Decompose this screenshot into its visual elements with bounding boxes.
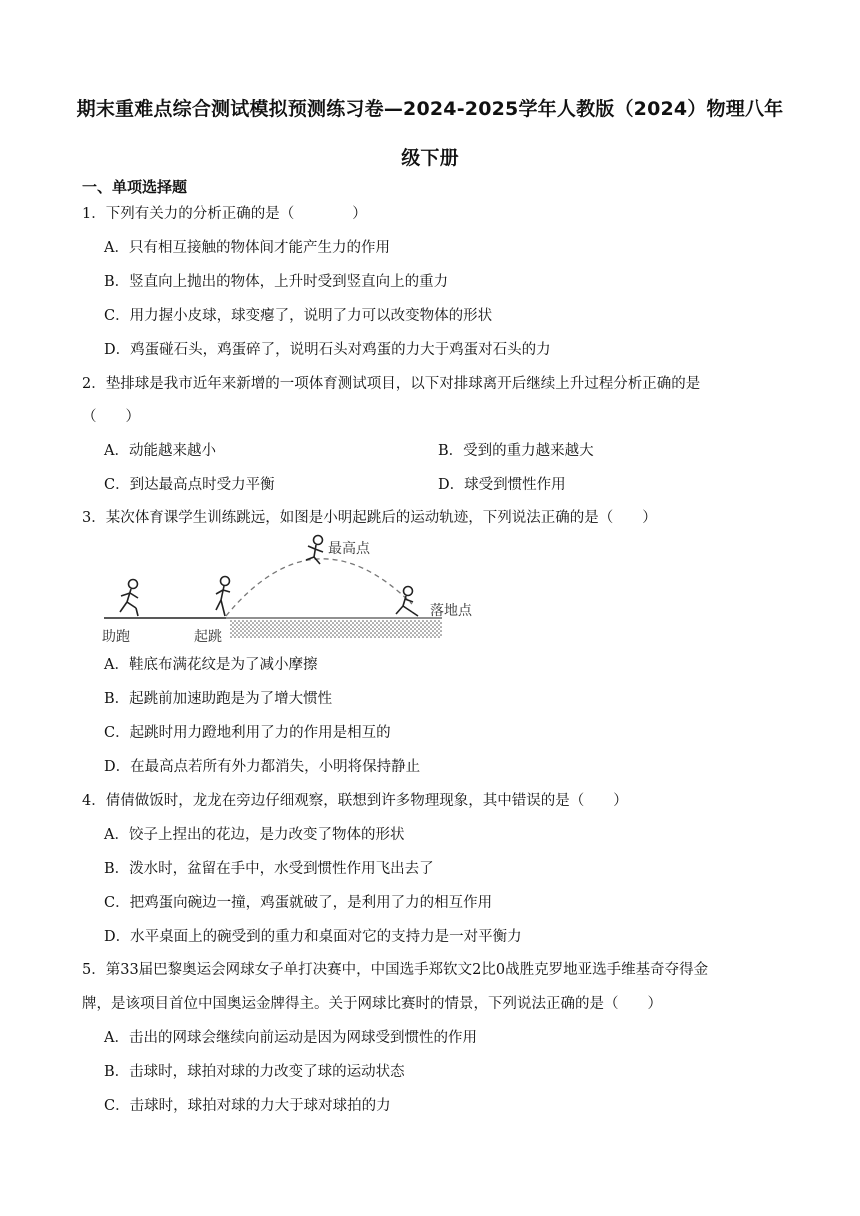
- q3-stem: 3．某次体育课学生训练跳远，如图是小明起跳后的运动轨迹，下列说法正确的是（ ）: [82, 510, 657, 526]
- label-landing-point: 落地点: [430, 603, 472, 619]
- q4-option-b: B．泼水时，盆留在手中，水受到惯性作用飞出去了: [104, 861, 434, 877]
- exam-title-line2: 级下册: [401, 147, 459, 169]
- q4-stem: 4．倩倩做饭时，龙龙在旁边仔细观察，联想到许多物理现象，其中错误的是（ ）: [82, 793, 628, 809]
- section-heading: 一、单项选择题: [82, 178, 188, 196]
- q1-option-d: D．鸡蛋碰石头，鸡蛋碎了，说明石头对鸡蛋的力大于鸡蛋对石头的力: [104, 342, 551, 358]
- label-run-up: 助跑: [102, 629, 130, 645]
- q4-option-c: C．把鸡蛋向碗边一撞，鸡蛋就破了，是利用了力的相互作用: [104, 895, 493, 911]
- landing-jumper-icon: [396, 587, 418, 617]
- q5-option-c: C．击球时，球拍对球的力大于球对球拍的力: [104, 1098, 391, 1114]
- q2-option-c: C．到达最高点时受力平衡: [104, 477, 275, 493]
- q5-stem: 5．第33届巴黎奥运会网球女子单打决赛中，中国选手郑钦文2比0战胜克罗地亚选手维基奇夺得金: [82, 962, 709, 978]
- q2-stem: 2．垫排球是我市近年来新增的一项体育测试项目，以下对排球离开后继续上升过程分析正确的是: [82, 376, 701, 392]
- label-take-off: 起跳: [194, 629, 222, 645]
- q4-option-a: A．饺子上捏出的花边，是力改变了物体的形状: [104, 827, 405, 843]
- q1-option-c: C．用力握小皮球，球变瘪了，说明了力可以改变物体的形状: [104, 308, 493, 324]
- q3-option-c: C．起跳时用力蹬地利用了力的作用是相互的: [104, 725, 391, 741]
- q3-option-a: A．鞋底布满花纹是为了减小摩擦: [104, 657, 318, 673]
- runner-icon: [120, 580, 138, 617]
- q2-option-b: B．受到的重力越来越大: [438, 443, 594, 459]
- q1-option-b: B．竖直向上抛出的物体，上升时受到竖直向上的重力: [104, 274, 449, 290]
- q3-option-b: B．起跳前加速助跑是为了增大惯性: [104, 691, 333, 707]
- q5-stem-cont: 牌，是该项目首位中国奥运金牌得主。关于网球比赛时的情景，下列说法正确的是（ ）: [82, 996, 662, 1012]
- label-top-point: 最高点: [328, 541, 370, 557]
- q2-stem-cont: （ ）: [82, 409, 140, 425]
- jump-trajectory: [226, 559, 412, 616]
- long-jump-figure: [100, 530, 472, 648]
- long-jump-diagram: [100, 530, 460, 648]
- q3-option-d: D．在最高点若所有外力都消失，小明将保持静止: [104, 759, 421, 775]
- q2-option-d: D．球受到惯性作用: [438, 477, 566, 493]
- q4-option-d: D．水平桌面上的碗受到的重力和桌面对它的支持力是一对平衡力: [104, 929, 522, 945]
- q2-option-a: A．动能越来越小: [104, 443, 216, 459]
- q5-option-b: B．击球时，球拍对球的力改变了球的运动状态: [104, 1064, 405, 1080]
- airborne-jumper-icon: [306, 536, 323, 565]
- exam-title-line1: 期末重难点综合测试模拟预测练习卷—2024-2025学年人教版（2024）物理八年: [76, 98, 784, 120]
- q1-stem: 1．下列有关力的分析正确的是（ ）: [82, 206, 367, 222]
- q5-option-a: A．击出的网球会继续向前运动是因为网球受到惯性的作用: [104, 1030, 477, 1046]
- takeoff-jumper-icon: [216, 577, 230, 617]
- q1-option-a: A．只有相互接触的物体间才能产生力的作用: [104, 240, 390, 256]
- sand-pit: [230, 620, 442, 638]
